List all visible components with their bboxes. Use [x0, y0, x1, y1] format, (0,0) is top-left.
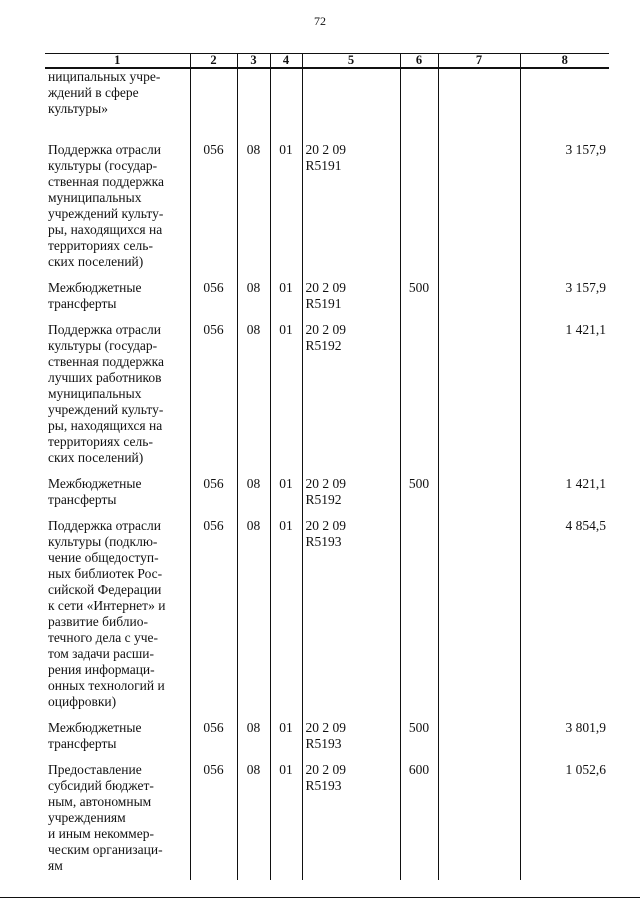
column-header: 4: [270, 54, 302, 69]
row-description: Поддержка отрасли культуры (государ- ственная поддержка лучших работников муниципальных учреждений культу- ры, находящихся на территориях сель- ских поселений): [45, 312, 190, 466]
column-header: 8: [520, 54, 609, 69]
row-target-article: 20 2 09 R5193: [302, 508, 400, 710]
budget-table: [45, 53, 609, 880]
row-code-subsection: 01: [270, 270, 302, 312]
row-expense-type: [400, 68, 438, 132]
column-header: 6: [400, 54, 438, 69]
table-body: [45, 68, 609, 880]
row-code-subsection: 01: [270, 508, 302, 710]
table-row: [45, 68, 609, 132]
row-expense-type: 500: [400, 270, 438, 312]
row-description: Межбюджетные трансферты: [45, 466, 190, 508]
table-row: [45, 312, 609, 466]
page-number: 72: [314, 14, 326, 28]
table-row: [45, 508, 609, 710]
row-description: Поддержка отрасли культуры (государ- ственная поддержка муниципальных учреждений культу- ры, находящихся на территориях сель- ских поселений): [45, 132, 190, 270]
row-description: Поддержка отрасли культуры (подклю- чение общедоступ- ных библиотек Рос- сийской Федерации к сети «Интернет» и развитие библио- течного дела с уче- том задачи расши- рения информаци- онных технологий и оцифровки): [45, 508, 190, 710]
row-amount: 1 421,1: [520, 466, 609, 508]
row-target-article: [302, 68, 400, 132]
row-code-subsection: [270, 68, 302, 132]
column-header: 7: [438, 54, 520, 69]
row-col7: [438, 132, 520, 270]
column-header: 2: [190, 54, 237, 69]
row-amount: 3 801,9: [520, 710, 609, 752]
column-header: 5: [302, 54, 400, 69]
row-code-ministry: 056: [190, 466, 237, 508]
row-code-ministry: 056: [190, 710, 237, 752]
row-code-section: 08: [237, 270, 270, 312]
row-description: Межбюджетные трансферты: [45, 710, 190, 752]
row-code-ministry: 056: [190, 312, 237, 466]
table-row: [45, 270, 609, 312]
row-expense-type: 500: [400, 710, 438, 752]
row-expense-type: 600: [400, 752, 438, 880]
row-expense-type: [400, 312, 438, 466]
table-row: [45, 466, 609, 508]
row-target-article: 20 2 09 R5191: [302, 270, 400, 312]
row-target-article: 20 2 09 R5192: [302, 466, 400, 508]
row-amount: 3 157,9: [520, 132, 609, 270]
row-amount: 1 052,6: [520, 752, 609, 880]
row-code-section: 08: [237, 466, 270, 508]
row-code-subsection: 01: [270, 312, 302, 466]
row-target-article: 20 2 09 R5193: [302, 752, 400, 880]
row-code-ministry: 056: [190, 132, 237, 270]
row-col7: [438, 508, 520, 710]
row-code-ministry: 056: [190, 270, 237, 312]
table-row: [45, 132, 609, 270]
row-code-subsection: 01: [270, 132, 302, 270]
row-code-subsection: 01: [270, 466, 302, 508]
row-code-subsection: 01: [270, 710, 302, 752]
column-header: 3: [237, 54, 270, 69]
row-col7: [438, 752, 520, 880]
row-code-ministry: 056: [190, 752, 237, 880]
row-col7: [438, 710, 520, 752]
row-target-article: 20 2 09 R5191: [302, 132, 400, 270]
row-description: Межбюджетные трансферты: [45, 270, 190, 312]
page-bottom-rule: [0, 897, 640, 898]
row-expense-type: 500: [400, 466, 438, 508]
row-code-section: 08: [237, 710, 270, 752]
row-code-section: 08: [237, 132, 270, 270]
row-amount: 4 854,5: [520, 508, 609, 710]
table-row: [45, 752, 609, 880]
row-description: Предоставление субсидий бюджет- ным, автономным учреждениям и иным некоммер- ческим организаци- ям: [45, 752, 190, 880]
row-code-ministry: 056: [190, 508, 237, 710]
row-code-ministry: [190, 68, 237, 132]
row-code-section: 08: [237, 752, 270, 880]
row-target-article: 20 2 09 R5192: [302, 312, 400, 466]
row-code-section: 08: [237, 312, 270, 466]
row-target-article: 20 2 09 R5193: [302, 710, 400, 752]
row-description: ниципальных учре- ждений в сфере культуры»: [45, 68, 190, 132]
row-col7: [438, 312, 520, 466]
column-header: 1: [45, 54, 190, 69]
row-amount: [520, 68, 609, 132]
row-amount: 3 157,9: [520, 270, 609, 312]
row-expense-type: [400, 132, 438, 270]
table-row: [45, 710, 609, 752]
row-col7: [438, 466, 520, 508]
row-amount: 1 421,1: [520, 312, 609, 466]
row-code-section: [237, 68, 270, 132]
row-expense-type: [400, 508, 438, 710]
row-col7: [438, 68, 520, 132]
row-col7: [438, 270, 520, 312]
row-code-subsection: 01: [270, 752, 302, 880]
table-header-row: [45, 54, 609, 69]
row-code-section: 08: [237, 508, 270, 710]
